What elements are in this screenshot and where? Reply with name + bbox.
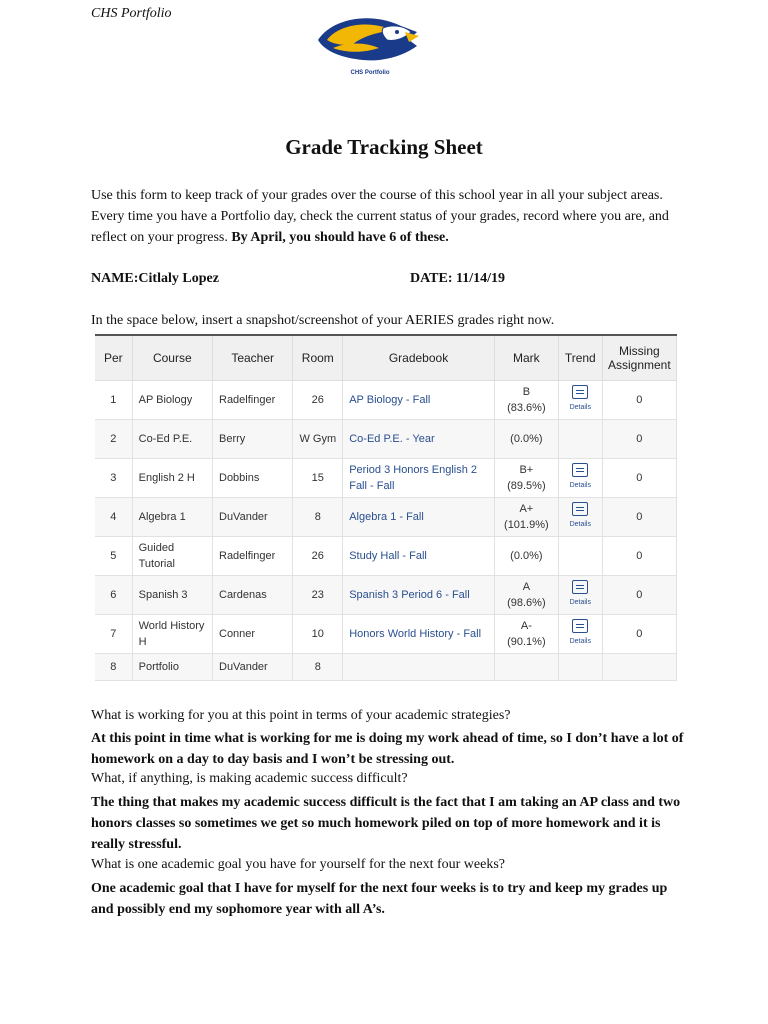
cell-mark <box>494 459 558 498</box>
cell-missing: 0 <box>602 459 676 498</box>
mark-letter: B <box>522 386 531 398</box>
cell-missing: 0 <box>602 381 676 420</box>
cell-per: 6 <box>95 576 132 615</box>
intro-text: Use this form to keep track of your grades over the course of this school year in all your subject areas. Every time you have a Portfolio day, check the current status of your grades, record where you are, and reflect on your progress. <box>91 188 669 245</box>
cell-room: 23 <box>293 576 343 615</box>
table-row <box>95 576 677 615</box>
col-header-mark: Mark <box>494 336 558 381</box>
cell-course: Guided Tutorial <box>132 537 212 576</box>
cell-room: 26 <box>293 537 343 576</box>
cell-mark <box>494 381 558 420</box>
cell-course: English 2 H <box>132 459 212 498</box>
cell-trend <box>558 615 602 654</box>
cell-teacher: Berry <box>213 420 293 459</box>
cell-mark <box>494 498 558 537</box>
cell-mark <box>494 420 558 459</box>
cell-course: Spanish 3 <box>132 576 212 615</box>
table-row <box>95 459 677 498</box>
question-1: What is working for you at this point in terms of your academic strategies? <box>91 708 511 723</box>
cell-trend <box>558 420 602 459</box>
mark-percent: (0.0%) <box>510 550 543 562</box>
cell-missing: 0 <box>602 576 676 615</box>
trend-details-label: Details <box>569 637 591 645</box>
intro-paragraph <box>91 185 691 248</box>
cell-teacher: Cardenas <box>213 576 293 615</box>
cell-room: 10 <box>293 615 343 654</box>
cell-trend <box>558 654 602 681</box>
snapshot-instruction: In the space below, insert a snapshot/screenshot of your AERIES grades right now. <box>91 313 555 328</box>
cell-mark <box>494 537 558 576</box>
cell-gradebook-link[interactable]: AP Biology - Fall <box>343 381 495 420</box>
mark-percent: (90.1%) <box>507 636 546 648</box>
cell-per: 4 <box>95 498 132 537</box>
cell-missing <box>602 654 676 681</box>
cell-teacher: DuVander <box>213 654 293 681</box>
cell-room: 8 <box>293 498 343 537</box>
cell-missing: 0 <box>602 420 676 459</box>
trend-details-label: Details <box>569 481 591 489</box>
cell-teacher: DuVander <box>213 498 293 537</box>
table-row <box>95 498 677 537</box>
col-header-course: Course <box>132 336 212 381</box>
cell-course: Algebra 1 <box>132 498 212 537</box>
mark-letter: A- <box>520 620 532 632</box>
logo-caption: CHS Portfolio <box>350 70 390 76</box>
col-header-per: Per <box>95 336 132 381</box>
trend-details-button[interactable] <box>570 463 591 494</box>
answer-1: At this point in time what is working for me is doing my work ahead of time, so I don’t have a lot of homework on a day to day basis and I won’t be stressing out. <box>91 731 684 767</box>
cell-teacher: Dobbins <box>213 459 293 498</box>
trend-details-button[interactable] <box>570 619 591 650</box>
cell-gradebook-link[interactable]: Honors World History - Fall <box>343 615 495 654</box>
mark-letter: A+ <box>519 503 534 515</box>
details-icon <box>572 580 588 594</box>
cell-missing: 0 <box>602 537 676 576</box>
name-field: NAME:Citlaly Lopez <box>91 271 219 286</box>
cell-room: 26 <box>293 381 343 420</box>
cell-mark <box>494 615 558 654</box>
cell-trend <box>558 498 602 537</box>
cell-missing: 0 <box>602 498 676 537</box>
cell-per: 3 <box>95 459 132 498</box>
question-2: What, if anything, is making academic success difficult? <box>91 771 408 786</box>
cell-course: AP Biology <box>132 381 212 420</box>
cell-missing: 0 <box>602 615 676 654</box>
table-header-row <box>95 336 677 381</box>
table-row <box>95 654 677 681</box>
cell-per: 1 <box>95 381 132 420</box>
cell-mark <box>494 576 558 615</box>
cell-course: Co-Ed P.E. <box>132 420 212 459</box>
cell-gradebook-link[interactable]: Spanish 3 Period 6 - Fall <box>343 576 495 615</box>
cell-per: 5 <box>95 537 132 576</box>
trend-details-button[interactable] <box>570 580 591 611</box>
cell-gradebook-link <box>343 654 495 681</box>
answer-3: One academic goal that I have for myself for the next four weeks is to try and keep my grades up and possibly end my sophomore year with all A’s. <box>91 881 668 917</box>
col-header-teacher: Teacher <box>213 336 293 381</box>
cell-per: 7 <box>95 615 132 654</box>
header-label: CHS Portfolio <box>91 6 172 21</box>
mark-letter: B+ <box>519 464 534 476</box>
cell-room: 8 <box>293 654 343 681</box>
details-icon <box>572 385 588 399</box>
mark-letter: A <box>522 581 531 593</box>
table-row <box>95 537 677 576</box>
mark-percent: (0.0%) <box>510 433 543 445</box>
trend-details-label: Details <box>569 520 591 528</box>
table-row <box>95 615 677 654</box>
cell-course: World History H <box>132 615 212 654</box>
cell-gradebook-link[interactable]: Co-Ed P.E. - Year <box>343 420 495 459</box>
cell-per: 8 <box>95 654 132 681</box>
col-header-gradebook: Gradebook <box>343 336 495 381</box>
cell-trend <box>558 537 602 576</box>
mark-percent: (83.6%) <box>507 402 546 414</box>
col-header-missing: Missing Assignment <box>602 336 676 381</box>
cell-teacher: Radelfinger <box>213 381 293 420</box>
cell-course: Portfolio <box>132 654 212 681</box>
grades-table <box>95 336 677 681</box>
cell-teacher: Conner <box>213 615 293 654</box>
table-row <box>95 420 677 459</box>
table-row <box>95 381 677 420</box>
trend-details-button[interactable] <box>570 502 591 533</box>
cell-gradebook-link[interactable]: Algebra 1 - Fall <box>343 498 495 537</box>
details-icon <box>572 619 588 633</box>
intro-bold-text: By April, you should have 6 of these. <box>231 230 449 245</box>
cell-room: W Gym <box>293 420 343 459</box>
trend-details-label: Details <box>569 598 591 606</box>
cell-trend <box>558 381 602 420</box>
trend-details-label: Details <box>569 403 591 411</box>
cell-mark <box>494 654 558 681</box>
details-icon <box>572 502 588 516</box>
col-header-room: Room <box>293 336 343 381</box>
details-icon <box>572 463 588 477</box>
answer-2: The thing that makes my academic success difficult is the fact that I am taking an AP class and two honors classes so sometimes we get so much homework piled on top of more homework and it is really stressful. <box>91 795 681 852</box>
cell-per: 2 <box>95 420 132 459</box>
mark-percent: (98.6%) <box>507 597 546 609</box>
col-header-trend: Trend <box>558 336 602 381</box>
mark-percent: (101.9%) <box>504 519 549 531</box>
mark-percent: (89.5%) <box>507 480 546 492</box>
page-title: Grade Tracking Sheet <box>285 135 483 159</box>
trend-details-button[interactable] <box>570 385 591 416</box>
cell-teacher: Radelfinger <box>213 537 293 576</box>
question-3: What is one academic goal you have for yourself for the next four weeks? <box>91 857 506 872</box>
cell-trend <box>558 459 602 498</box>
cell-trend <box>558 576 602 615</box>
cell-room: 15 <box>293 459 343 498</box>
cell-gradebook-link[interactable]: Study Hall - Fall <box>343 537 495 576</box>
date-field: DATE: 11/14/19 <box>410 271 506 286</box>
cell-gradebook-link[interactable]: Period 3 Honors English 2 Fall - Fall <box>343 459 495 498</box>
